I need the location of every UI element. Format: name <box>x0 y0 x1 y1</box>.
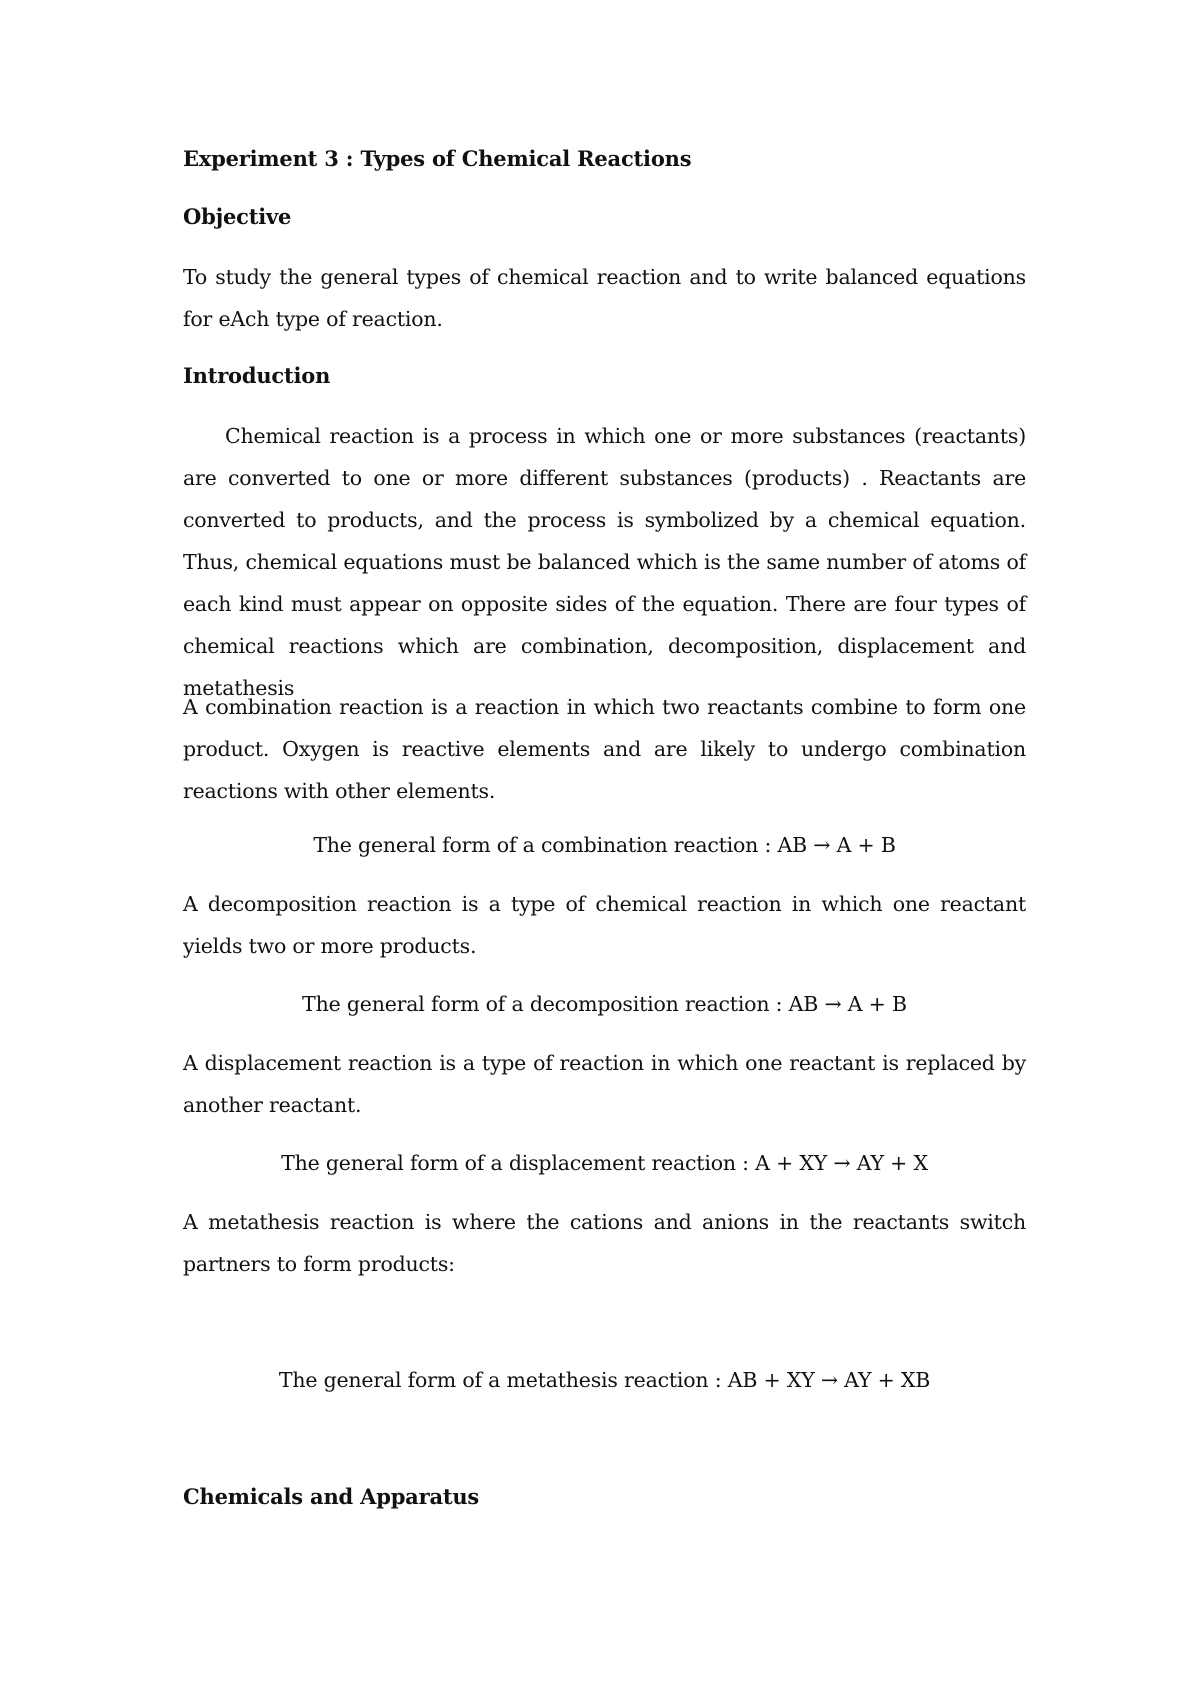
displacement-general-form: The general form of a displacement reaction : A + XY → AY + X <box>281 1151 928 1175</box>
combination-paragraph: A combination reaction is a reaction in which two reactants combine to form one product. Oxygen is reactive elements and are likely to undergo combination reactions with other elements. <box>183 695 1026 803</box>
objective-text: To study the general types of chemical reaction and to write balanced equations for eAch type of reaction. <box>183 265 1026 331</box>
metathesis-paragraph: A metathesis reaction is where the cations and anions in the reactants switch partners to form products: <box>183 1210 1026 1276</box>
combination-general-form: The general form of a combination reaction : AB → A + B <box>313 833 896 857</box>
chemicals-apparatus-heading: Chemicals and Apparatus <box>183 1484 480 1509</box>
displacement-paragraph: A displacement reaction is a type of reaction in which one reactant is replaced by another reactant. <box>183 1051 1026 1117</box>
decomposition-paragraph: A decomposition reaction is a type of chemical reaction in which one reactant yields two or more products. <box>183 892 1026 958</box>
intro-paragraph: Chemical reaction is a process in which one or more substances (reactants) are converted to one or more different substances (products) . Reactants are converted to products, and the process is symbolized by a chemical equation. Thus, chemical equations must be balanced which is the same number of atoms of each kind must appear on opposite sides of the equation. There are four types of chemical reactions which are combination, decomposition, displacement and metathesis <box>183 424 1026 700</box>
decomposition-general-form: The general form of a decomposition reaction : AB → A + B <box>302 992 907 1016</box>
metathesis-general-form: The general form of a metathesis reaction : AB + XY → AY + XB <box>278 1368 931 1392</box>
introduction-heading: Introduction <box>183 363 331 388</box>
objective-heading: Objective <box>183 204 292 229</box>
document-title: Experiment 3 : Types of Chemical Reactions <box>183 146 692 171</box>
